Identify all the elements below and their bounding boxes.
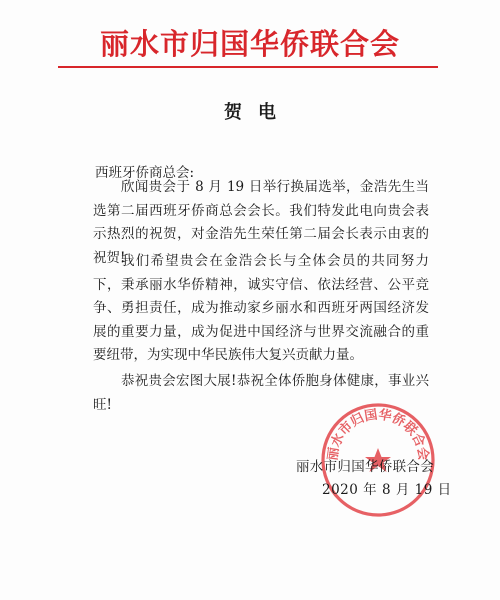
salutation: 西班牙侨商总会: [95, 165, 195, 181]
letterhead-divider [58, 66, 438, 68]
body-paragraph-1: 欣闻贵会于 8 月 19 日举行换届选举，金浩先生当选第二届西班牙侨商总会会长。我们特发此电向贵会表示热烈的祝贺，对金浩先生荣任第二届会长表示由衷的祝贺! [93, 179, 429, 266]
letterhead-organization: 丽水市归国华侨联合会 [99, 27, 400, 61]
body-paragraph-3: 恭祝贵会宏图大展!恭祝全体侨胞身体健康，事业兴旺! [93, 373, 429, 413]
document-title: 贺电 [224, 102, 292, 123]
body-paragraph-2: 我们希望贵会在金浩会长与全体会员的共同努力下，秉承丽水华侨精神，诚实守信、依法经营、公平竞争、勇担责任，成为推动家乡丽水和西班牙两国经济发展的重要力量，成为促进中国经济与世界交流融合的重要纽带，为实现中华民族伟大复兴贡献力量。 [93, 253, 429, 363]
signature-date: 2020 年 8 月 19 日 [322, 482, 452, 498]
signature-organization: 丽水市归国华侨联合会 [296, 459, 434, 475]
stamp-text: 丽水市归国华侨联合会 [325, 407, 431, 462]
